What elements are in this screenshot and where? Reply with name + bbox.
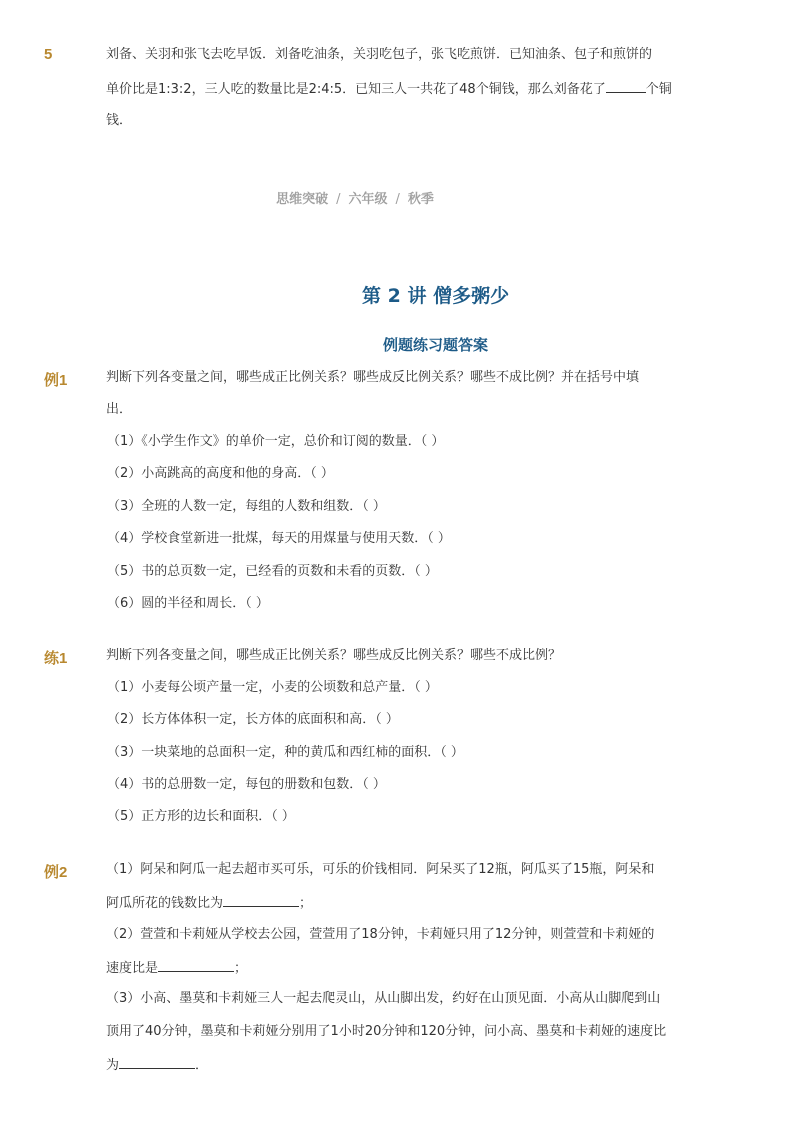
page-header <box>0 188 800 207</box>
question-text: 单价比是1:3:2，三人吃的数量比是2:4:5．已知三人一共花了48个铜钱，那么刘备花了 <box>106 82 606 97</box>
question-text-line <box>106 78 718 100</box>
practice-number: 练1 <box>44 650 68 667</box>
lecture-title: 第 2 讲 僧多粥少 <box>362 285 510 307</box>
answer-blank[interactable] <box>119 1054 195 1069</box>
question-text: 为 <box>106 1058 120 1073</box>
sub-question: （1）小麦每公顷产量一定，小麦的公顷数和总产量．（ ） <box>107 680 438 695</box>
sub-question: （2）小高跳高的高度和他的身高．（ ） <box>107 466 334 481</box>
question-text-line <box>106 1054 718 1076</box>
question-text: ． <box>195 1058 209 1073</box>
question-text-line: 顶用了40分钟，墨莫和卡莉娅分别用了1小时20分钟和120分钟，问小高、墨莫和卡莉娅的速度比 <box>106 1024 667 1039</box>
question-text-line: 刘备、关羽和张飞去吃早饭．刘备吃油条，关羽吃包子，张飞吃煎饼．已知油条、包子和煎饼的 <box>106 47 653 62</box>
answer-blank[interactable] <box>158 957 234 972</box>
example-number: 例2 <box>44 864 68 881</box>
example-number: 例1 <box>44 372 68 389</box>
question-text-line: 出． <box>106 402 133 417</box>
question-text-line: 判断下列各变量之间，哪些成正比例关系？哪些成反比例关系？哪些不成比例？并在括号中填 <box>106 370 640 385</box>
question-text-line: （3）小高、墨莫和卡莉娅三人一起去爬灵山，从山脚出发，约好在山顶见面．小高从山脚爬到山 <box>106 991 661 1006</box>
section-title: 例题练习题答案 <box>383 336 489 354</box>
header-separator: / <box>336 192 341 207</box>
question-text: 速度比是 <box>106 961 159 976</box>
question-text: ； <box>234 961 248 976</box>
question-text: 个铜 <box>645 82 672 97</box>
sub-question: （1）《小学生作文》的单价一定，总价和订阅的数量．（ ） <box>107 434 445 449</box>
sub-question: （2）长方体体积一定，长方体的底面积和高．（ ） <box>107 712 399 727</box>
header-subject: 思维突破 <box>276 192 329 207</box>
question-number: 5 <box>44 46 53 63</box>
sub-question: （4）学校食堂新进一批煤，每天的用煤量与使用天数．（ ） <box>107 531 451 546</box>
answer-blank[interactable] <box>223 892 299 907</box>
header-separator: / <box>395 192 400 207</box>
question-text-line <box>106 957 718 979</box>
question-text-line: 钱． <box>106 113 133 128</box>
question-text-line: （2）萱萱和卡莉娅从学校去公园，萱萱用了18分钟，卡莉娅只用了12分钟，则萱萱和卡莉娅的 <box>106 927 655 942</box>
sub-question: （5）书的总页数一定，已经看的页数和未看的页数．（ ） <box>107 564 438 579</box>
question-text: ； <box>299 896 313 911</box>
question-text-line: （1）阿呆和阿瓜一起去超市买可乐，可乐的价钱相同．阿呆买了12瓶，阿瓜买了15瓶，阿呆和 <box>106 862 655 877</box>
sub-question: （6）圆的半径和周长．（ ） <box>107 596 269 611</box>
sub-question: （3）全班的人数一定，每组的人数和组数．（ ） <box>107 499 386 514</box>
header-season: 秋季 <box>407 192 434 207</box>
question-text-line <box>106 892 718 914</box>
answer-blank[interactable] <box>606 78 646 93</box>
question-text-line: 判断下列各变量之间，哪些成正比例关系？哪些成反比例关系？哪些不成比例？ <box>106 648 562 663</box>
question-text: 阿瓜所花的钱数比为 <box>106 896 224 911</box>
sub-question: （3）一块菜地的总面积一定，种的黄瓜和西红柿的面积．（ ） <box>107 745 464 760</box>
header-grade: 六年级 <box>348 192 388 207</box>
sub-question: （5）正方形的边长和面积．（ ） <box>107 809 295 824</box>
sub-question: （4）书的总册数一定，每包的册数和包数．（ ） <box>107 777 386 792</box>
